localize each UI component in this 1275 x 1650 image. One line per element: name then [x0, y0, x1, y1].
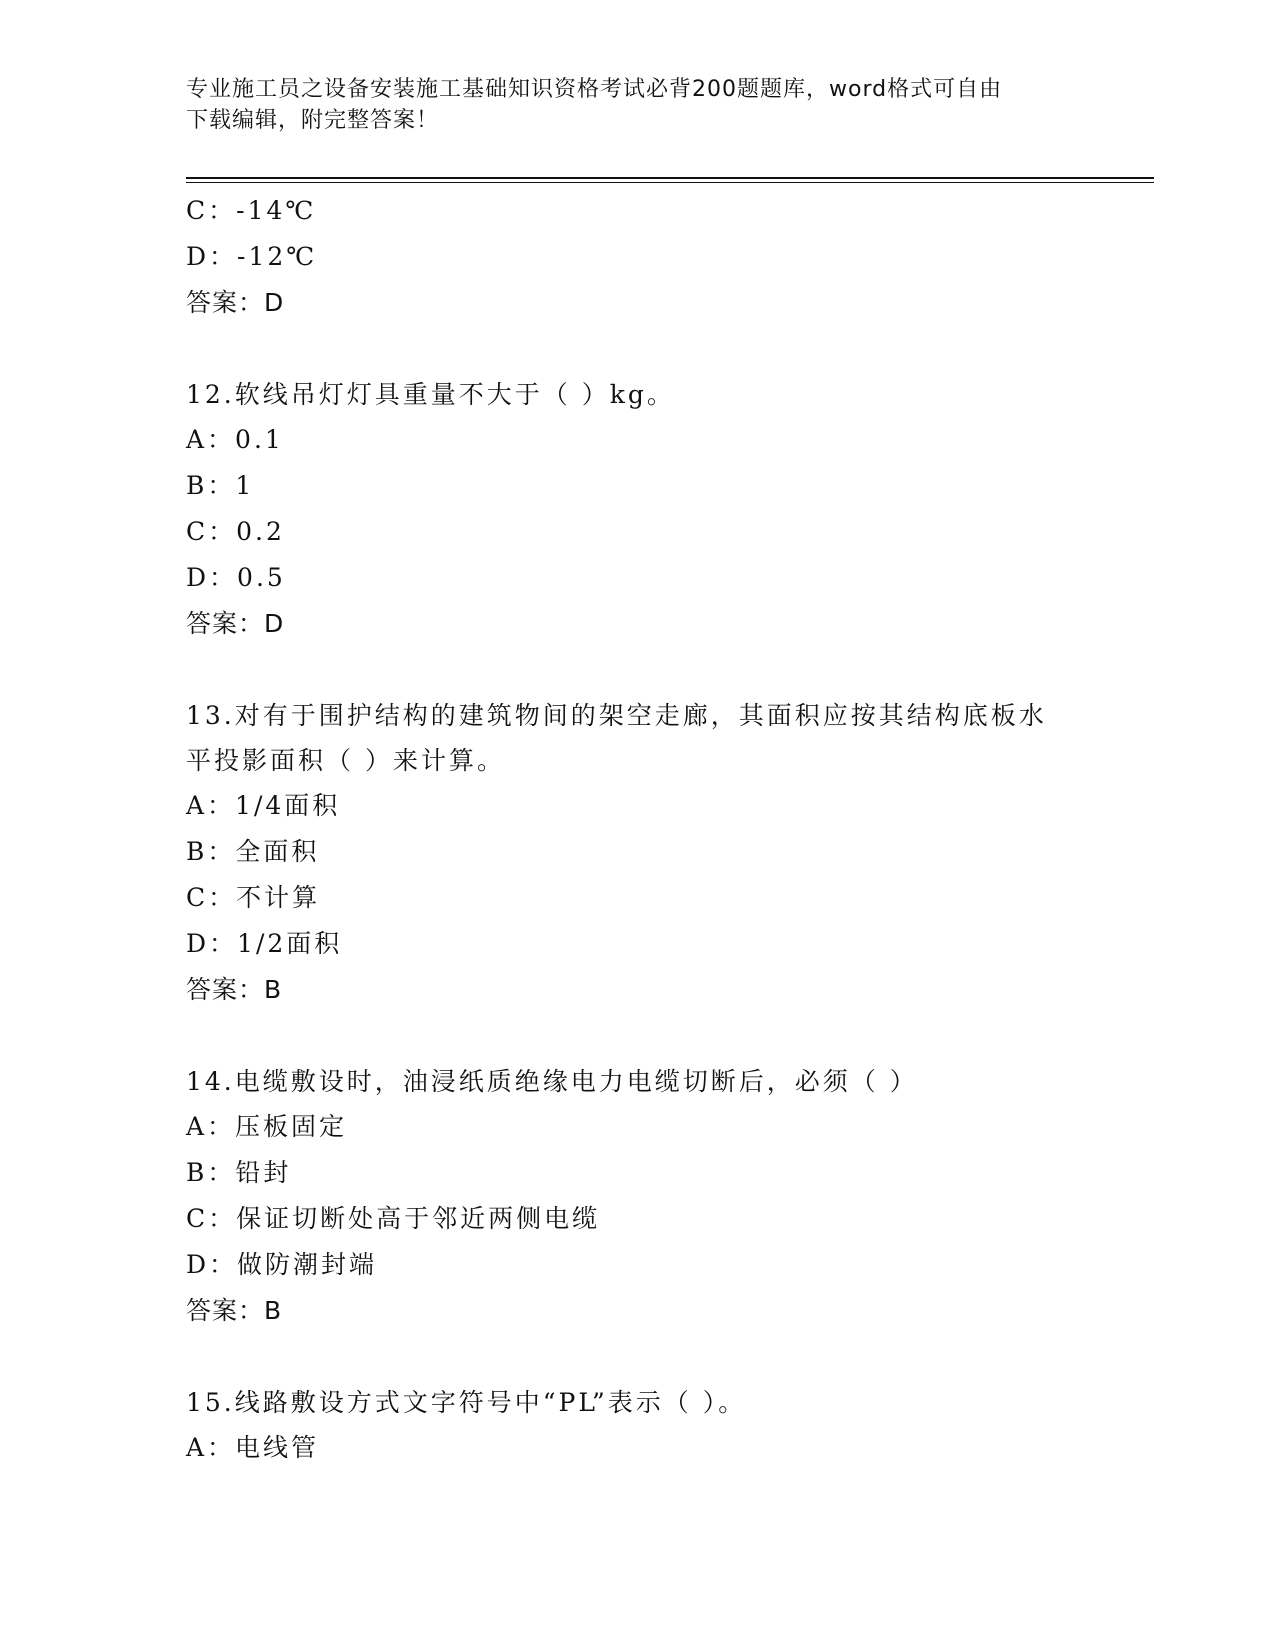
option-b: B：1	[186, 471, 255, 500]
option-b: B：全面积	[186, 837, 320, 866]
header-divider-thick	[186, 177, 1154, 179]
option-c: C：0.2	[186, 517, 285, 546]
option-a: A：电线管	[186, 1433, 320, 1462]
answer-line: 答案：D	[186, 609, 285, 638]
question-text-continued: 平投影面积（ ）来计算。	[186, 746, 505, 775]
question-14	[186, 1059, 1086, 1334]
question-12	[186, 372, 1086, 647]
question-text: 14.电缆敷设时，油浸纸质绝缘电力电缆切断后，必须（ ）	[186, 1067, 918, 1096]
answer-line: 答案：B	[186, 1296, 283, 1325]
question-15	[186, 1380, 1086, 1471]
answer-line: 答案：B	[186, 975, 283, 1004]
option-b: B：铅封	[186, 1158, 292, 1187]
option-a: A：1/4面积	[186, 791, 341, 820]
header-line-1: 专业施工员之设备安装施工基础知识资格考试必背200题题库，word格式可自由	[186, 77, 1003, 102]
spacer	[186, 1013, 1086, 1059]
option-c: C：-14℃	[186, 196, 317, 225]
header-line-2: 下载编辑，附完整答案！	[186, 108, 440, 133]
spacer	[186, 326, 1086, 372]
option-d: D：-12℃	[186, 242, 318, 271]
option-a: A：压板固定	[186, 1112, 348, 1141]
option-d: D：做防潮封端	[186, 1250, 378, 1279]
question-text: 12.软线吊灯灯具重量不大于（ ）kg。	[186, 380, 675, 409]
question-text: 15.线路敷设方式文字符号中“PL”表示（ ）。	[186, 1388, 747, 1417]
option-a: A：0.1	[186, 425, 284, 454]
option-d: D：0.5	[186, 563, 286, 592]
spacer	[186, 1334, 1086, 1380]
spacer	[186, 647, 1086, 693]
question-11-continuation	[186, 188, 1086, 326]
answer-line: 答案：D	[186, 288, 285, 317]
document-header	[186, 74, 1066, 136]
question-text: 13.对有于围护结构的建筑物间的架空走廊，其面积应按其结构底板水	[186, 701, 1047, 730]
option-c: C：不计算	[186, 883, 321, 912]
question-list	[186, 188, 1086, 1471]
option-c: C：保证切断处高于邻近两侧电缆	[186, 1204, 601, 1233]
header-divider-thin	[186, 182, 1154, 183]
question-13	[186, 693, 1086, 1013]
option-d: D：1/2面积	[186, 929, 343, 958]
